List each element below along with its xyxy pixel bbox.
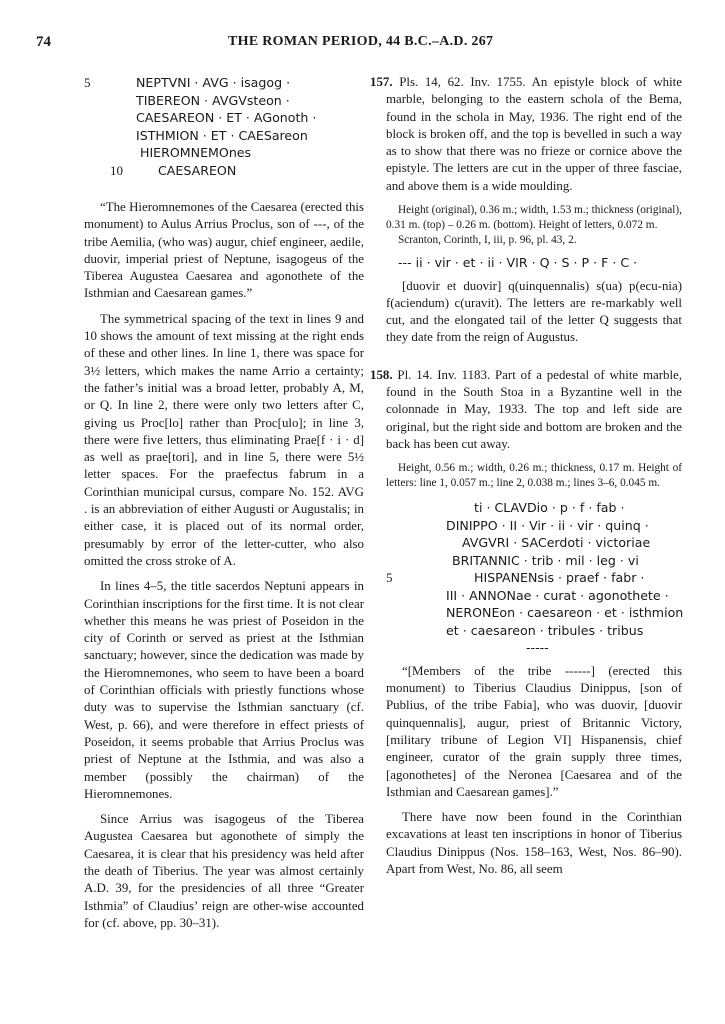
- commentary-paragraph: Since Arrius was isagogeus of the Tiberea Augustea Caesarea but agonothete of simply the Caesarea, it is clear that his presidency was held after the death of Tiberius. The year was almost certainly A.D. 39, for the presidencies of all three “Greater Isthmia” of Claudius’ reign are other-wise accounted for (cf. above, pp. 30–31).: [84, 812, 364, 930]
- inscription-line: AVGVRI · SACerdoti · victoriae: [462, 535, 651, 551]
- inscription-158: [386, 499, 682, 657]
- inscription-line: NERONEon · caesareon · et · isthmion: [446, 605, 684, 621]
- page-title: THE ROMAN PERIOD, 44 B.C.–A.D. 267: [228, 34, 494, 49]
- inscription-line: 10 CAESAREON: [110, 162, 237, 178]
- inscription-line: 5 NEPTVNI · AVG · isagog ·: [84, 75, 291, 90]
- entry-158: 158. Pl. 14. Inv. 1183. Part of a pedestal of white marble, found in the South Stoa in a Byzantine well in the colonnade in May, 1933. The top and left side are original, but the right side and bottom are broken and the back has been cut away.: [370, 367, 682, 451]
- inscription-157: --- ii · vir · et · ii · VIR · Q · S · P · F · C ·: [398, 255, 638, 271]
- dimensions: Height, 0.56 m.; width, 0.26 m.; thickness, 0.17 m. Height of letters: line 1, 0.057 m.; line 2, 0.038 m.; lines 3–6, 0.045 m.: [386, 462, 682, 490]
- inscription-line: et · caesareon · tribules · tribus: [446, 622, 644, 638]
- inscription-156-end: [84, 74, 364, 179]
- right-column: [370, 74, 684, 878]
- translation-paragraph: “[Members of the tribe ------] (erected this monument) to Tiberius Claudius Dinippus, [son of Publius, of the tribe Fabia], who was duovir, [duovir quinquennalis], augur, priest of Britannic Victory, [military tribune of Legion VI] Hispanensis, chief engineer, curator of the grain supply three times, [agonothetes] of the Neronea [Caesarea and of the Isthmian and Caesarean games].”: [386, 663, 682, 799]
- commentary-paragraph: There have now been found in the Corinthian excavations at least ten inscriptions in honor of Tiberius Claudius Dinippus (Nos. 158–163, West, Nos. 86–90). Apart from West, No. 86, all seem: [386, 810, 682, 877]
- entry-number: 158.: [370, 367, 393, 382]
- reference: Scranton, Corinth, I, iii, p. 96, pl. 43, 2.: [398, 234, 577, 247]
- inscription-line: 5 HISPANENsis · praef · fabr ·: [386, 570, 645, 586]
- commentary-paragraph: [duovir et duovir] q(uinquennalis) s(ua) p(ecu-nia) f(aciendum) c(uravit). The letters are re-markably well cut, and the elongated tail of the letter Q suggests that they date from the reign of Augustus.: [386, 278, 682, 345]
- translation-paragraph: “The Hieromnemones of the Caesarea (erected this monument) to Aulus Arrius Proclus, son of ---, of the tribe Aemilia, (who was) augur, chief engineer, aedile, duovir, imperial priest of Neptune, isagogeus of the Tiberea Augustea Caesarea and agonothete of the Isthmian and Caesarean games.”: [84, 200, 364, 301]
- inscription-line: ti · CLAVDio · p · f · fab ·: [474, 500, 625, 516]
- inscription-line: TIBEREON · AVGVsteon ·: [136, 92, 290, 108]
- inscription-break: -----: [526, 640, 549, 656]
- dimensions: Height (original), 0.36 m.; width, 1.53 m.; thickness (original), 0.31 m. (top) – 0.26 m. (bottom). Height of letters, 0.072 m.: [386, 204, 682, 232]
- entry-157: 157. Pls. 14, 62. Inv. 1755. An epistyle block of white marble, belonging to the eastern schola of the Bema, found in the schola in May, 1936. The right end of the block is broken off, and the top is bevelled in such a way as to show that there was no frieze or cornice above the epistyle. The letters are cut in the upper of three fasciae, and above them is a wide moulding.: [370, 75, 682, 193]
- inscription-line: HIEROMNEMOnes: [140, 145, 252, 160]
- inscription-line: III · ANNONae · curat · agonothete ·: [446, 587, 669, 603]
- inscription-line: CAESAREON · ET · AGonoth ·: [136, 110, 317, 125]
- running-header: [0, 34, 725, 54]
- inscription-line: DINIPPO · II · Vir · ii · vir · quinq ·: [446, 517, 649, 533]
- entry-number: 157.: [370, 75, 393, 89]
- commentary-paragraph: In lines 4–5, the title sacerdos Neptuni appears in Corinthian inscriptions for the first time. It is not clear whether this means he was priest of Poseidon in the city of Corinth or served as priest at the Isthmian sanctuary; however, since the dedication was made by the Hieromnemones, who seem to have been a board of Corinthian officials with priestly functions whose duty was to supervise the Isthmian sanctuary (cf. West, p. 66), and were therefore in effect priests of Poseidon, it seems probable that Arrius Proclus was priest of Neptune at the Isthmia, and was also a member (possibly the chairman) of the Hieromnemones.: [84, 579, 364, 801]
- commentary-paragraph: The symmetrical spacing of the text in lines 9 and 10 shows the amount of text missing at the right ends of these and other lines. In line 1, there was space for 3½ letters, which makes the name Arrio a certainty; the father’s initial was a broad letter, probably A, M, or Q. In line 2, there were only two letters after C, giving us Proc[lo] rather than Proc[ulo]; in line 3, there were five letters, thus eliminating Prae[f · i · d] as well as prae[tori], and in line 5, there were 5½ letter spaces. For the praefectus fabrum in a Corinthian municipal cursus, compare No. 152. AVG . is an abbreviation of either Augusti or Augustalis; in either case, it is placed out of its normal order, presumably by error of the letter-cutter, who also omitted the cross stroke of A.: [84, 311, 364, 568]
- inscription-line: BRITANNIC · trib · mil · leg · vi: [452, 552, 639, 568]
- page-number: 74: [36, 34, 51, 50]
- inscription-line: ISTHMION · ET · CAESareon: [136, 127, 308, 143]
- left-column: [84, 74, 364, 932]
